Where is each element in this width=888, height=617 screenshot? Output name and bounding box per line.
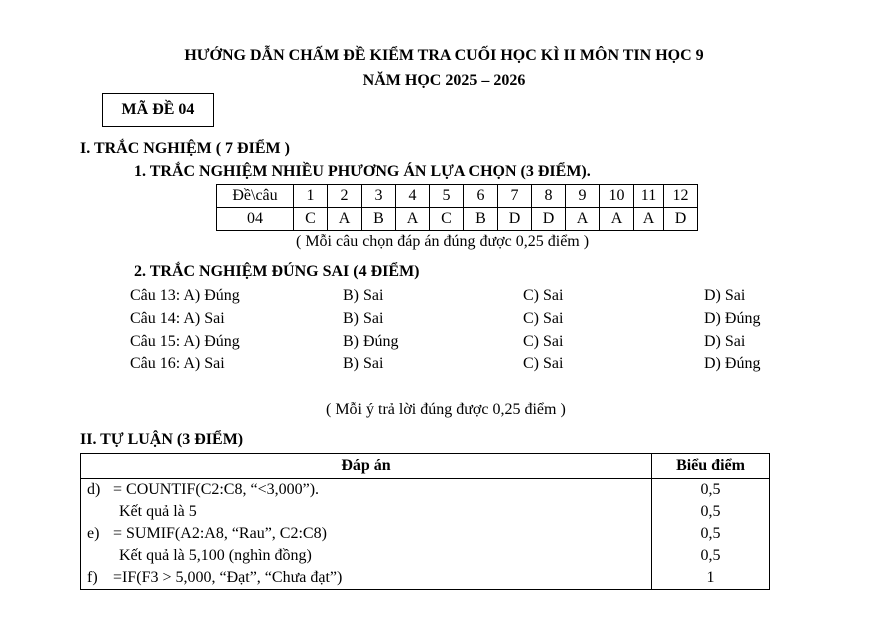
tf-option-c: C) Sai [523,355,564,372]
part1-heading: I. TRẮC NGHIỆM ( 7 ĐIỂM ) [80,140,290,157]
tf-option-d: D) Sai [704,287,746,304]
mc-answer-row [217,208,698,231]
score-cell: 0,5 [652,479,770,502]
mc-question-number: 2 [328,185,362,208]
essay-row [81,567,770,590]
mc-answer: D [664,208,698,231]
tf-option-d: D) Đúng [704,355,761,372]
mc-question-number: 4 [396,185,430,208]
mc-answer: A [396,208,430,231]
essay-answer-cell [81,479,652,502]
mc-answer: D [532,208,566,231]
mc-question-number: 8 [532,185,566,208]
mc-answer: A [600,208,634,231]
mc-header-label: Đề\câu [217,185,294,208]
mc-question-number: 12 [664,185,698,208]
mc-question-number: 6 [464,185,498,208]
answer-text: Kết quả là 5,100 (nghìn đồng) [119,547,312,564]
tf-question-a: Câu 14: A) Sai [130,310,225,327]
mc-answer: C [430,208,464,231]
mc-answer: C [294,208,328,231]
answer-text: Kết quả là 5 [119,503,197,520]
item-label: e) [87,525,100,542]
mc-answer: B [362,208,396,231]
mc-answer: B [464,208,498,231]
mc-answer: A [634,208,664,231]
mc-question-row [217,185,698,208]
essay-header-row [81,454,770,479]
mc-heading: 1. TRẮC NGHIỆM NHIỀU PHƯƠNG ÁN LỰA CHỌN (3 ĐIỂM). [134,163,591,180]
score-cell: 1 [652,567,770,590]
mc-question-number: 5 [430,185,464,208]
mc-answer: D [498,208,532,231]
tf-row [0,310,888,332]
tf-score-note: ( Mỗi ý trả lời đúng được 0,25 điểm ) [326,401,566,418]
mc-row-label: 04 [217,208,294,231]
exam-code-box [102,93,214,127]
essay-answer-cell [81,501,652,523]
tf-option-c: C) Sai [523,287,564,304]
score-cell: 0,5 [652,545,770,567]
document-title: HƯỚNG DẪN CHẤM ĐỀ KIỂM TRA CUỐI HỌC KÌ II MÔN TIN HỌC 9 [184,47,704,64]
essay-answer-table [80,453,770,590]
mc-answer: A [328,208,362,231]
tf-option-b: B) Đúng [343,333,399,350]
essay-row [81,523,770,545]
answer-text: = COUNTIF(C2:C8, “<3,000”). [113,481,320,498]
essay-answer-cell [81,545,652,567]
item-label: d) [87,481,101,498]
score-cell: 0,5 [652,523,770,545]
score-cell: 0,5 [652,501,770,523]
mc-question-number: 3 [362,185,396,208]
tf-option-c: C) Sai [523,310,564,327]
answer-column-header: Đáp án [81,454,652,479]
mc-answer-table [216,184,698,231]
tf-option-c: C) Sai [523,333,564,350]
tf-row [0,287,888,309]
mc-question-number: 10 [600,185,634,208]
tf-row [0,355,888,377]
essay-row [81,501,770,523]
mc-question-number: 9 [566,185,600,208]
essay-answer-cell [81,523,652,545]
school-year: NĂM HỌC 2025 – 2026 [362,72,526,89]
tf-option-b: B) Sai [343,287,384,304]
tf-question-a: Câu 13: A) Đúng [130,287,240,304]
score-column-header: Biểu điểm [652,454,770,479]
answer-text: =IF(F3 > 5,000, “Đạt”, “Chưa đạt”) [113,569,343,586]
mc-score-note: ( Mỗi câu chọn đáp án đúng được 0,25 điểm ) [296,233,590,250]
essay-answer-cell [81,567,652,590]
exam-code: MÃ ĐỀ 04 [121,101,195,118]
tf-question-a: Câu 16: A) Sai [130,355,225,372]
mc-question-number: 11 [634,185,664,208]
tf-question-a: Câu 15: A) Đúng [130,333,240,350]
mc-question-number: 7 [498,185,532,208]
tf-heading: 2. TRẮC NGHIỆM ĐÚNG SAI (4 ĐIỂM) [134,263,420,280]
answer-text: = SUMIF(A2:A8, “Rau”, C2:C8) [113,525,327,542]
mc-answer: A [566,208,600,231]
tf-option-b: B) Sai [343,310,384,327]
tf-row [0,333,888,355]
tf-option-b: B) Sai [343,355,384,372]
essay-row [81,545,770,567]
tf-option-d: D) Đúng [704,310,761,327]
part2-heading: II. TỰ LUẬN (3 ĐIỂM) [80,431,244,448]
mc-question-number: 1 [294,185,328,208]
essay-row [81,479,770,502]
item-label: f) [87,569,98,586]
tf-option-d: D) Sai [704,333,746,350]
